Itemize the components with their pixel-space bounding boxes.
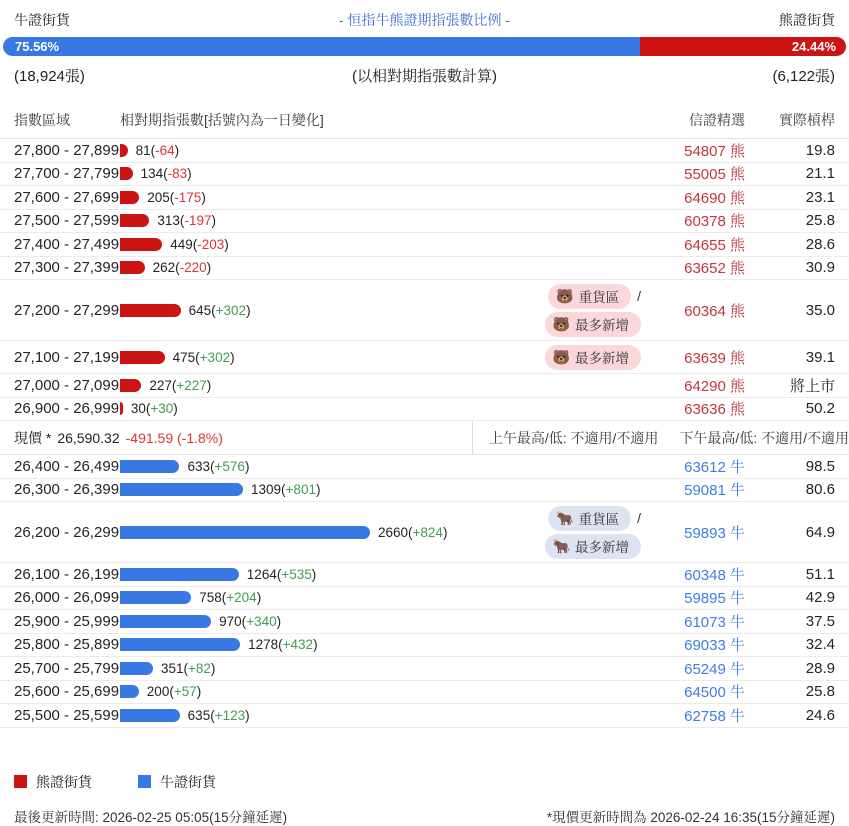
- warrant-code[interactable]: 59895: [684, 590, 726, 608]
- effective-leverage: 28.6: [805, 235, 835, 253]
- warrant-type: 牛: [725, 524, 745, 542]
- column-headers: [0, 86, 849, 139]
- bar-cell: [120, 502, 649, 562]
- volume-value: 1278(+432): [248, 637, 318, 653]
- table-row: [0, 374, 849, 398]
- bar-wrap: [120, 143, 179, 158]
- bear-percent-segment: [640, 37, 846, 56]
- table-row: [0, 634, 849, 658]
- badge-most_new: 🐻 最多新增: [545, 312, 641, 337]
- badge-area: [641, 172, 649, 176]
- bar-cell: [120, 661, 649, 676]
- badge-area: [545, 280, 649, 340]
- warrant-code-link[interactable]: [649, 210, 745, 231]
- badge-area: [641, 572, 649, 576]
- volume-bar: [120, 615, 211, 628]
- badge-area: [545, 502, 649, 562]
- volume-value: 30(+30): [130, 401, 178, 417]
- effective-leverage: 30.9: [805, 259, 835, 277]
- bar-cell: [120, 237, 649, 252]
- bar-wrap: [120, 708, 250, 723]
- bar-cell: [120, 567, 649, 582]
- bar-cell: [120, 260, 649, 275]
- volume-bar: [120, 402, 123, 415]
- warrant-code-link[interactable]: [649, 634, 745, 655]
- badge-area: [641, 407, 649, 411]
- badge-separator: /: [637, 288, 641, 304]
- warrant-code[interactable]: 61073: [684, 613, 726, 631]
- volume-bar: [120, 261, 145, 274]
- warrant-code[interactable]: 59081: [684, 482, 726, 500]
- bar-wrap: [120, 482, 320, 497]
- table-row: [0, 163, 849, 187]
- warrant-code[interactable]: 65249: [684, 660, 726, 678]
- table-row: [0, 563, 849, 587]
- index-range-label: 27,200 - 27,299: [14, 301, 120, 319]
- warrant-type: 牛: [725, 458, 745, 476]
- legend: [0, 728, 849, 798]
- effective-leverage: 21.1: [805, 165, 835, 183]
- badge-line: [548, 284, 641, 309]
- bar-wrap: [120, 525, 447, 540]
- index-range-label: 27,300 - 27,399: [14, 259, 120, 277]
- table-row: [0, 139, 849, 163]
- warrant-type: 熊: [725, 236, 745, 254]
- effective-leverage: 25.8: [805, 212, 835, 230]
- bar-wrap: [120, 637, 318, 652]
- warrant-code[interactable]: 60364: [684, 302, 726, 320]
- warrant-type: 牛: [725, 590, 745, 608]
- badge-area: [641, 266, 649, 270]
- table-row: [0, 398, 849, 422]
- bar-wrap: [120, 237, 229, 252]
- effective-leverage: 50.2: [805, 400, 835, 418]
- bar-cell: [120, 459, 649, 474]
- volume-bar: [120, 591, 191, 604]
- effective-leverage: 24.6: [805, 706, 835, 724]
- bear-icon: 🐻: [552, 348, 570, 365]
- am-high-low: 上午最高/低: 不適用/不適用: [488, 429, 659, 446]
- warrant-code-link[interactable]: [649, 611, 745, 632]
- effective-leverage: 64.9: [805, 523, 835, 541]
- current-price-value: 26,590.32: [57, 429, 120, 446]
- current-price-cell: [0, 421, 473, 454]
- warrant-code-link[interactable]: [649, 375, 745, 396]
- volume-value: 758(+204): [199, 590, 262, 606]
- badge-area: [641, 596, 649, 600]
- volume-bar: [120, 709, 180, 722]
- warrant-code-link[interactable]: [649, 658, 745, 679]
- bar-cell: [120, 590, 649, 605]
- warrant-code[interactable]: 64290: [684, 377, 726, 395]
- warrant-code[interactable]: 64500: [684, 684, 726, 702]
- volume-bar: [120, 460, 179, 473]
- index-range-label: 27,600 - 27,699: [14, 188, 120, 206]
- bar-cell: [120, 684, 649, 699]
- bar-cell: [120, 143, 649, 158]
- warrant-code[interactable]: 60348: [684, 566, 726, 584]
- index-range-label: 25,500 - 25,599: [14, 706, 120, 724]
- table-row: [0, 455, 849, 479]
- warrant-type: 熊: [725, 142, 745, 160]
- volume-value: 633(+576): [187, 458, 250, 474]
- bar-cell: [120, 637, 649, 652]
- table-row: [0, 681, 849, 705]
- bar-wrap: [120, 190, 206, 205]
- bar-wrap: [120, 303, 251, 318]
- volume-value: 81(-64): [135, 142, 180, 158]
- volume-value: 227(+227): [149, 377, 212, 393]
- warrant-code[interactable]: 54807: [684, 142, 726, 160]
- badge-line: [545, 312, 641, 337]
- effective-leverage: 37.5: [805, 612, 835, 630]
- bar-wrap: [120, 614, 281, 629]
- badge-area: [545, 341, 649, 373]
- warrant-code-link[interactable]: [649, 564, 745, 585]
- effective-leverage: 25.8: [805, 683, 835, 701]
- volume-bar: [120, 526, 370, 539]
- volume-value: 970(+340): [219, 613, 282, 629]
- warrant-code[interactable]: 63652: [684, 260, 726, 278]
- table-row: [0, 341, 849, 374]
- bar-wrap: [120, 590, 261, 605]
- col-index-range: 指數區域: [14, 112, 70, 128]
- index-range-label: 26,900 - 26,999: [14, 400, 120, 418]
- badge-area: [641, 464, 649, 468]
- warrant-code-link[interactable]: [649, 163, 745, 184]
- warrant-code-link[interactable]: [649, 522, 745, 543]
- bear-icon: 🐻: [556, 287, 574, 304]
- last-update-time: 最後更新時間: 2026-02-25 05:05(15分鐘延遲): [14, 809, 288, 825]
- volume-bar: [120, 662, 153, 675]
- current-price-row: [0, 421, 849, 455]
- bear-percent-value: 24.44%: [791, 39, 836, 54]
- warrant-code-link[interactable]: [649, 234, 745, 255]
- index-range-label: 26,200 - 26,299: [14, 523, 120, 541]
- bar-wrap: [120, 260, 211, 275]
- bar-cell: [120, 341, 649, 373]
- effective-leverage: 98.5: [805, 457, 835, 475]
- volume-value: 134(-83): [140, 166, 192, 182]
- volume-bar: [120, 483, 243, 496]
- bar-cell: [120, 213, 649, 228]
- volume-bar: [120, 167, 133, 180]
- badge-area: [641, 488, 649, 492]
- volume-value: 200(+57): [146, 684, 202, 700]
- table-row: [0, 280, 849, 341]
- legend-bear-label: 熊證街貨: [36, 773, 92, 790]
- index-range-label: 25,600 - 25,699: [14, 683, 120, 701]
- index-range-label: 27,100 - 27,199: [14, 348, 120, 366]
- index-range-label: 26,100 - 26,199: [14, 565, 120, 583]
- index-range-label: 27,000 - 27,099: [14, 376, 120, 394]
- table-row: [0, 587, 849, 611]
- bear-icon: 🐻: [552, 315, 570, 332]
- warrant-type: 熊: [725, 166, 745, 184]
- table-row: [0, 479, 849, 503]
- warrant-code[interactable]: 64655: [684, 236, 726, 254]
- warrant-code-link[interactable]: [649, 681, 745, 702]
- badge-area: [641, 383, 649, 387]
- index-range-label: 26,000 - 26,099: [14, 589, 120, 607]
- warrant-code-link[interactable]: [649, 257, 745, 278]
- volume-bar: [120, 214, 149, 227]
- warrant-type: 牛: [725, 660, 745, 678]
- badge-area: [641, 148, 649, 152]
- warrant-code[interactable]: 63639: [684, 349, 726, 367]
- col-leverage: 實際槓桿: [779, 112, 835, 128]
- warrant-type: 牛: [725, 707, 745, 725]
- volume-value: 475(+302): [172, 349, 235, 365]
- table-row: [0, 502, 849, 563]
- index-range-label: 27,500 - 27,599: [14, 212, 120, 230]
- footer: [0, 798, 849, 826]
- top-label-bar: [0, 8, 849, 37]
- badge-area: [641, 242, 649, 246]
- warrant-type: 熊: [725, 213, 745, 231]
- bar-cell: [120, 614, 649, 629]
- warrant-type: 熊: [725, 302, 745, 320]
- warrant-type: 牛: [725, 637, 745, 655]
- badge-heavy: 🐻 重貨區: [548, 284, 631, 309]
- effective-leverage: 19.8: [805, 141, 835, 159]
- col-picks: 信證精選: [689, 112, 745, 128]
- index-range-label: 25,700 - 25,799: [14, 659, 120, 677]
- warrant-code[interactable]: 55005: [684, 166, 726, 184]
- index-range-label: 25,800 - 25,899: [14, 636, 120, 654]
- warrant-code[interactable]: 59893: [684, 524, 726, 542]
- volume-bar: [120, 351, 165, 364]
- bull-section: [0, 455, 849, 728]
- bull-contract-count: (18,924張): [14, 68, 85, 85]
- contract-counts-row: [0, 56, 849, 86]
- volume-value: 1264(+535): [246, 566, 317, 582]
- warrant-code-link[interactable]: [649, 705, 745, 726]
- effective-leverage: 42.9: [805, 589, 835, 607]
- warrant-type: 牛: [725, 566, 745, 584]
- warrant-code[interactable]: 62758: [684, 707, 726, 725]
- page-title: - 恒指牛熊證期指張數比例 -: [338, 12, 511, 28]
- bear-street-label: 熊證街貨: [778, 12, 835, 28]
- effective-leverage: 將上市: [789, 377, 835, 395]
- badge-area: [641, 713, 649, 717]
- volume-bar: [120, 568, 239, 581]
- warrant-type: 牛: [725, 482, 745, 500]
- bar-wrap: [120, 567, 316, 582]
- bar-cell: [120, 190, 649, 205]
- table-row: [0, 210, 849, 234]
- volume-bar: [120, 191, 139, 204]
- bar-wrap: [120, 213, 216, 228]
- warrant-code[interactable]: 60378: [684, 213, 726, 231]
- volume-value: 1309(+801): [251, 482, 321, 498]
- badge-heavy: 🐂 重貨區: [548, 506, 631, 531]
- warrant-type: 熊: [725, 260, 745, 278]
- index-range-label: 26,400 - 26,499: [14, 457, 120, 475]
- warrant-type: 熊: [725, 189, 745, 207]
- bar-wrap: [120, 166, 192, 181]
- volume-bar: [120, 304, 181, 317]
- badge-line: [548, 506, 641, 531]
- col-contracts: 相對期指張數[括號內為一日變化]: [120, 112, 324, 128]
- volume-value: 449(-203): [170, 236, 229, 252]
- badge-line: [545, 534, 641, 559]
- volume-value: 351(+82): [160, 660, 216, 676]
- price-update-time: *現價更新時間為 2026-02-24 16:35(15分鐘延遲): [546, 809, 835, 825]
- volume-bar: [120, 379, 141, 392]
- index-range-label: 25,900 - 25,999: [14, 612, 120, 630]
- volume-value: 645(+302): [188, 302, 251, 318]
- badge-area: [641, 195, 649, 199]
- bar-cell: [120, 401, 649, 416]
- badge-area: [641, 643, 649, 647]
- warrant-code[interactable]: 63636: [684, 401, 726, 419]
- bull-street-label: 牛證街貨: [14, 12, 70, 28]
- bar-cell: [120, 482, 649, 497]
- table-row: [0, 257, 849, 281]
- bull-percent-segment: [3, 37, 640, 56]
- warrant-code-link[interactable]: [649, 347, 745, 368]
- warrant-type: 熊: [725, 401, 745, 419]
- warrant-type: 牛: [725, 613, 745, 631]
- table-row: [0, 186, 849, 210]
- bear-contract-count: (6,122張): [772, 68, 835, 85]
- warrant-code-link[interactable]: [649, 398, 745, 419]
- warrant-code-link[interactable]: [649, 479, 745, 500]
- table-row: [0, 233, 849, 257]
- index-range-label: 27,700 - 27,799: [14, 165, 120, 183]
- volume-value: 2660(+824): [378, 524, 448, 540]
- bar-wrap: [120, 401, 178, 416]
- bar-cell: [120, 280, 649, 340]
- effective-leverage: 51.1: [805, 565, 835, 583]
- bar-cell: [120, 166, 649, 181]
- effective-leverage: 28.9: [805, 659, 835, 677]
- bar-cell: [120, 708, 649, 723]
- legend-bull-label: 牛證街貨: [160, 773, 216, 790]
- volume-bar: [120, 238, 162, 251]
- effective-leverage: 35.0: [805, 301, 835, 319]
- bull-icon: 🐂: [556, 509, 574, 526]
- bar-wrap: [120, 661, 215, 676]
- session-range-cell: [473, 428, 849, 448]
- warrant-type: 熊: [725, 349, 745, 367]
- legend-bear: [14, 772, 92, 792]
- table-row: [0, 704, 849, 728]
- bar-wrap: [120, 459, 249, 474]
- table-row: [0, 657, 849, 681]
- bar-cell: [120, 378, 649, 393]
- warrant-code[interactable]: 69033: [684, 637, 726, 655]
- effective-leverage: 23.1: [805, 188, 835, 206]
- calculation-note: (以相對期指張數計算): [352, 68, 497, 85]
- warrant-code-link[interactable]: [649, 140, 745, 161]
- warrant-type: 熊: [725, 377, 745, 395]
- badge-most_new: 🐂 最多新增: [545, 534, 641, 559]
- warrant-type: 牛: [725, 684, 745, 702]
- volume-value: 313(-197): [157, 213, 216, 229]
- bar-wrap: [120, 350, 235, 365]
- index-range-label: 27,800 - 27,899: [14, 141, 120, 159]
- effective-leverage: 80.6: [805, 481, 835, 499]
- effective-leverage: 39.1: [805, 348, 835, 366]
- effective-leverage: 32.4: [805, 636, 835, 654]
- index-range-label: 27,400 - 27,499: [14, 235, 120, 253]
- volume-value: 262(-220): [152, 260, 212, 276]
- index-range-label: 26,300 - 26,399: [14, 481, 120, 499]
- warrant-code-link[interactable]: [649, 300, 745, 321]
- badge-area: [641, 619, 649, 623]
- legend-bull: [138, 772, 216, 792]
- bear-section: [0, 139, 849, 421]
- badge-separator: /: [637, 510, 641, 526]
- bar-wrap: [120, 378, 211, 393]
- badge-area: [641, 219, 649, 223]
- current-price-label: 現價 *: [14, 429, 52, 446]
- volume-bar: [120, 685, 139, 698]
- badge-area: [641, 666, 649, 670]
- warrant-code[interactable]: 64690: [684, 189, 726, 207]
- table-row: [0, 610, 849, 634]
- warrant-code-link[interactable]: [649, 587, 745, 608]
- volume-value: 635(+123): [187, 707, 250, 723]
- warrant-code-link[interactable]: [649, 187, 745, 208]
- badge-area: [641, 690, 649, 694]
- volume-bar: [120, 638, 240, 651]
- bull-icon: 🐂: [552, 537, 570, 554]
- badge-line: [545, 345, 641, 370]
- badge-most_new: 🐻 最多新增: [545, 345, 641, 370]
- bull-percent-value: 75.56%: [15, 39, 60, 54]
- current-price-change: -491.59 (-1.8%): [125, 429, 223, 446]
- ratio-bar: [3, 37, 846, 56]
- warrant-code[interactable]: 63612: [684, 458, 726, 476]
- bar-wrap: [120, 684, 201, 699]
- volume-bar: [120, 144, 128, 157]
- volume-value: 205(-175): [147, 189, 206, 205]
- pm-high-low: 下午最高/低: 不適用/不適用: [679, 429, 849, 446]
- warrant-code-link[interactable]: [649, 456, 745, 477]
